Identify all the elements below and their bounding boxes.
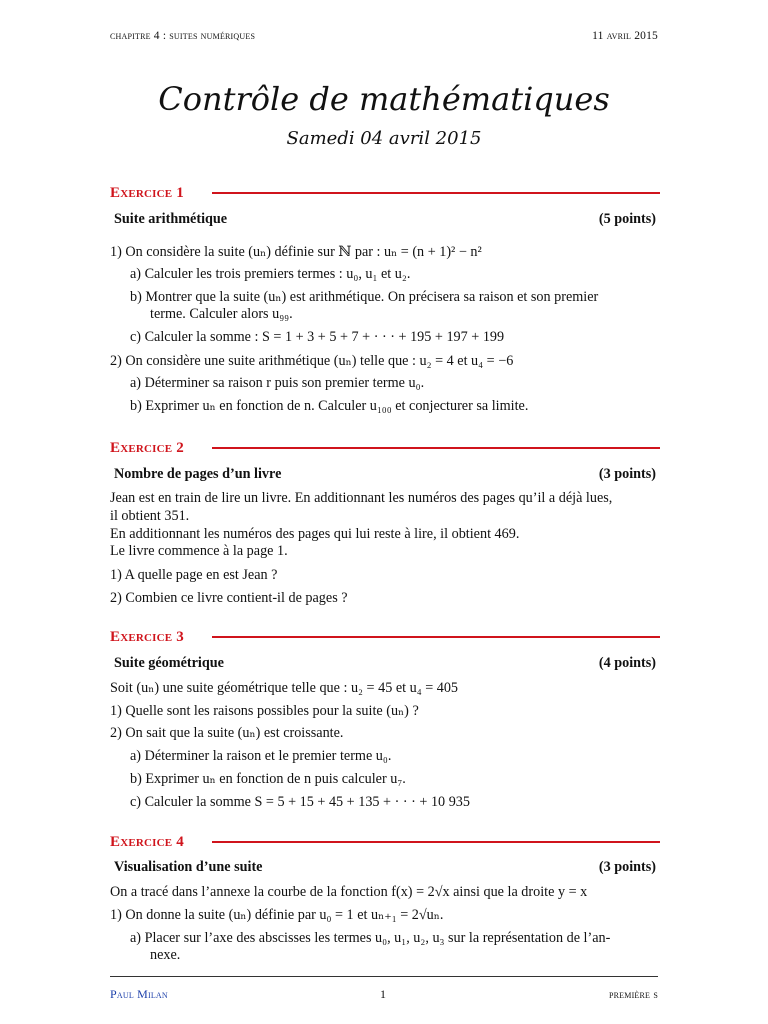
footer-page-number: 1: [380, 987, 386, 1001]
ex4-line: On a tracé dans l’annexe la courbe de la fonction f(x) = 2√x ainsi que la droite y = x: [110, 884, 588, 900]
ex1-line: b) Montrer que la suite (uₙ) est arithmétique. On précisera sa raison et son premier: [130, 289, 599, 305]
footer-class: première s: [608, 987, 658, 1001]
ex2-line: il obtient 351.: [110, 508, 190, 524]
exercise-3-topic: Suite géométrique: [114, 655, 224, 671]
ex1-line: c) Calculer la somme : S = 1 + 3 + 5 + 7 + · · · + 195 + 197 + 199: [130, 329, 505, 345]
ex1-line: b) Exprimer uₙ en fonction de n. Calculer u₁₀₀ et conjecturer sa limite.: [130, 398, 529, 414]
page-title: Contrôle de mathématiques: [158, 80, 610, 118]
ex3-line: a) Déterminer la raison et le premier terme u₀.: [130, 748, 392, 764]
exercise-4-rule: [212, 841, 660, 843]
ex2-line: 2) Combien ce livre contient-il de pages ?: [110, 590, 348, 606]
exercise-1-label: Exercice 1: [110, 185, 184, 201]
exercise-4-points: (3 points): [598, 859, 656, 875]
exercise-1-topic: Suite arithmétique: [114, 211, 228, 227]
ex4-line: nexe.: [150, 947, 181, 963]
ex3-line: b) Exprimer uₙ en fonction de n puis calculer u₇.: [130, 771, 406, 787]
exercise-1-rule: [212, 192, 660, 194]
ex3-line: 1) Quelle sont les raisons possibles pour la suite (uₙ) ?: [110, 703, 419, 719]
exercise-2-rule: [212, 447, 660, 449]
header-chapter: chapitre 4 : suites numériques: [110, 30, 256, 42]
ex2-line: Le livre commence à la page 1.: [110, 543, 288, 559]
exercise-3-label: Exercice 3: [110, 629, 184, 645]
ex3-line: Soit (uₙ) une suite géométrique telle que : u₂ = 45 et u₄ = 405: [110, 680, 459, 696]
ex1-line: 1) On considère la suite (uₙ) définie sur ℕ par : uₙ = (n + 1)² − n²: [110, 244, 482, 260]
ex4-line: 1) On donne la suite (uₙ) définie par u₀ = 1 et uₙ₊₁ = 2√uₙ.: [110, 907, 444, 923]
exercise-2-label: Exercice 2: [110, 440, 184, 456]
ex1-line: 2) On considère une suite arithmétique (uₙ) telle que : u₂ = 4 et u₄ = −6: [110, 353, 514, 369]
ex4-line: a) Placer sur l’axe des abscisses les termes u₀, u₁, u₂, u₃ sur la représentation de l’an-: [130, 930, 611, 946]
exercise-2-topic: Nombre de pages d’un livre: [114, 466, 282, 482]
ex3-line: c) Calculer la somme S = 5 + 15 + 45 + 135 + · · · + 10 935: [130, 794, 470, 810]
exercise-4-label: Exercice 4: [110, 834, 184, 850]
ex2-line: En additionnant les numéros des pages qui lui reste à lire, il obtient 469.: [110, 526, 520, 542]
page-subtitle: Samedi 04 avril 2015: [286, 128, 482, 149]
exercise-3-rule: [212, 636, 660, 638]
ex1-line: a) Calculer les trois premiers termes : u₀, u₁ et u₂.: [130, 266, 411, 282]
footer-rule: [110, 976, 658, 977]
exercise-2-points: (3 points): [598, 466, 656, 482]
header-date: 11 avril 2015: [592, 30, 658, 42]
ex3-line: 2) On sait que la suite (uₙ) est croissante.: [110, 725, 344, 741]
ex1-line: a) Déterminer sa raison r puis son premier terme u₀.: [130, 375, 425, 391]
ex1-line: terme. Calculer alors u₉₉.: [150, 306, 293, 322]
ex2-line: Jean est en train de lire un livre. En additionnant les numéros des pages qu’il a déjà lues,: [110, 490, 613, 506]
exercise-3-points: (4 points): [598, 655, 656, 671]
exercise-1-points: (5 points): [598, 211, 656, 227]
exercise-4-topic: Visualisation d’une suite: [114, 859, 263, 875]
ex2-line: 1) A quelle page en est Jean ?: [110, 567, 278, 583]
footer-author: Paul Milan: [110, 987, 168, 1001]
